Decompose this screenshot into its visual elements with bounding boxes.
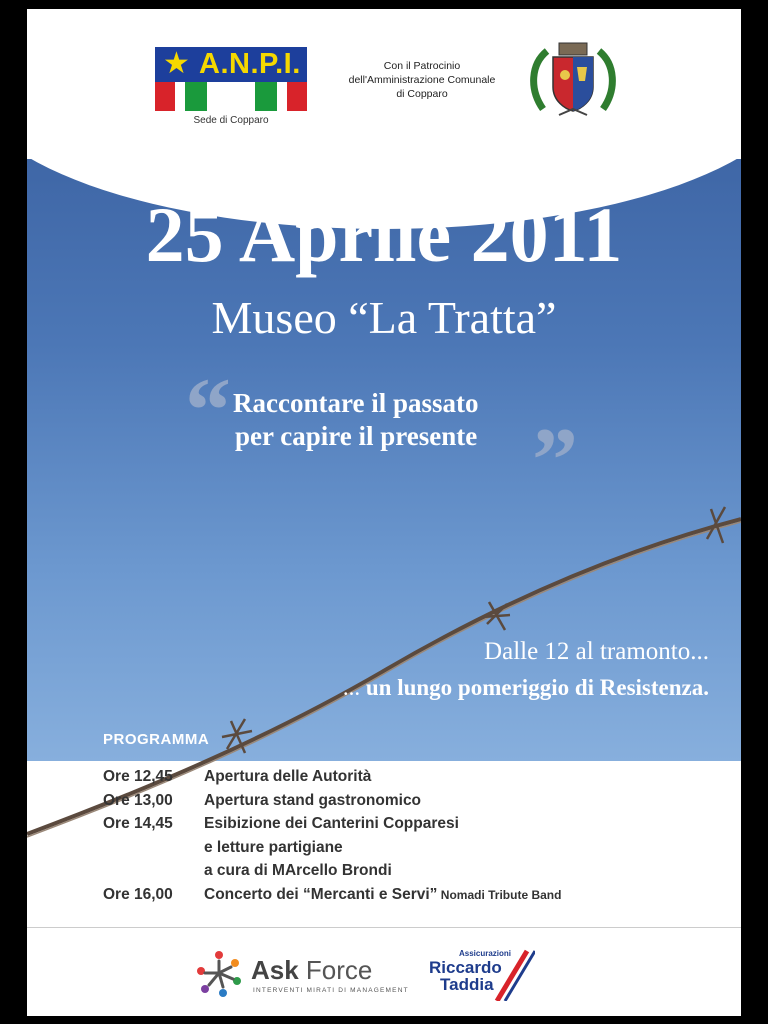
copparo-coat-of-arms-icon — [529, 39, 617, 125]
patronage-text: Con il Patrocinio dell'Amministrazione Comunale di Copparo — [348, 60, 496, 100]
list-item — [103, 883, 723, 908]
taddia-line-1: Riccardo — [429, 958, 502, 977]
poster — [27, 9, 741, 1016]
program-desc: Apertura stand gastronomico — [204, 791, 422, 809]
program-desc: e letture partigiane — [204, 838, 343, 856]
anpi-logo-text: A.N.P.I. — [199, 48, 301, 80]
italian-flag-stripes — [155, 82, 307, 111]
program-time: Ore 14,45 — [103, 815, 173, 832]
program-time: Ore 16,00 — [103, 885, 173, 903]
taddia-line-2: Taddia — [440, 975, 494, 994]
page-subtitle: Museo “La Tratta” — [211, 292, 557, 343]
askforce-people-icon — [195, 949, 243, 997]
page-title: 25 Aprile 2011 — [145, 191, 623, 278]
list-item — [103, 789, 723, 813]
program-time — [103, 859, 204, 883]
list-item — [103, 836, 723, 860]
askforce-name: Ask Force — [251, 955, 373, 985]
program-desc: Concerto dei “Mercanti e Servi” Nomadi Tribute Band — [204, 885, 562, 903]
program-time: Ore 13,00 — [103, 791, 173, 809]
program-list — [103, 765, 723, 907]
close-quote-mark: ” — [532, 409, 578, 511]
tagline-resistance: ... un lungo pomeriggio di Resistenza. — [342, 675, 709, 700]
askforce-tagline: INTERVENTI MIRATI DI MANAGEMENT — [253, 987, 409, 994]
taddia-logo — [429, 949, 539, 1001]
program-desc: Apertura delle Autorità — [204, 768, 372, 785]
footer-divider — [27, 927, 741, 928]
motto — [233, 387, 478, 453]
program-heading: PROGRAMMA — [103, 731, 210, 748]
motto-line-2: per capire il presente — [235, 421, 478, 451]
list-item — [103, 812, 723, 836]
open-quote-mark: “ — [185, 359, 231, 461]
star-icon: ★ — [163, 47, 190, 80]
program-desc: a cura di MArcello Brondi — [204, 862, 392, 879]
program-note: Nomadi Tribute Band — [437, 887, 562, 902]
taddia-label: Assicurazioni — [459, 949, 512, 958]
tagline-time: Dalle 12 al tramonto... — [484, 638, 709, 665]
program-desc: Esibizione dei Canterini Copparesi — [204, 815, 459, 832]
program-time — [103, 836, 204, 860]
askforce-logo — [195, 949, 409, 999]
program-time: Ore 12,45 — [103, 768, 173, 785]
anpi-logo — [155, 47, 307, 111]
anpi-subtitle: Sede di Copparo — [193, 115, 269, 126]
list-item — [103, 859, 723, 883]
motto-line-1: Raccontare il passato — [233, 388, 479, 418]
list-item — [103, 765, 723, 789]
